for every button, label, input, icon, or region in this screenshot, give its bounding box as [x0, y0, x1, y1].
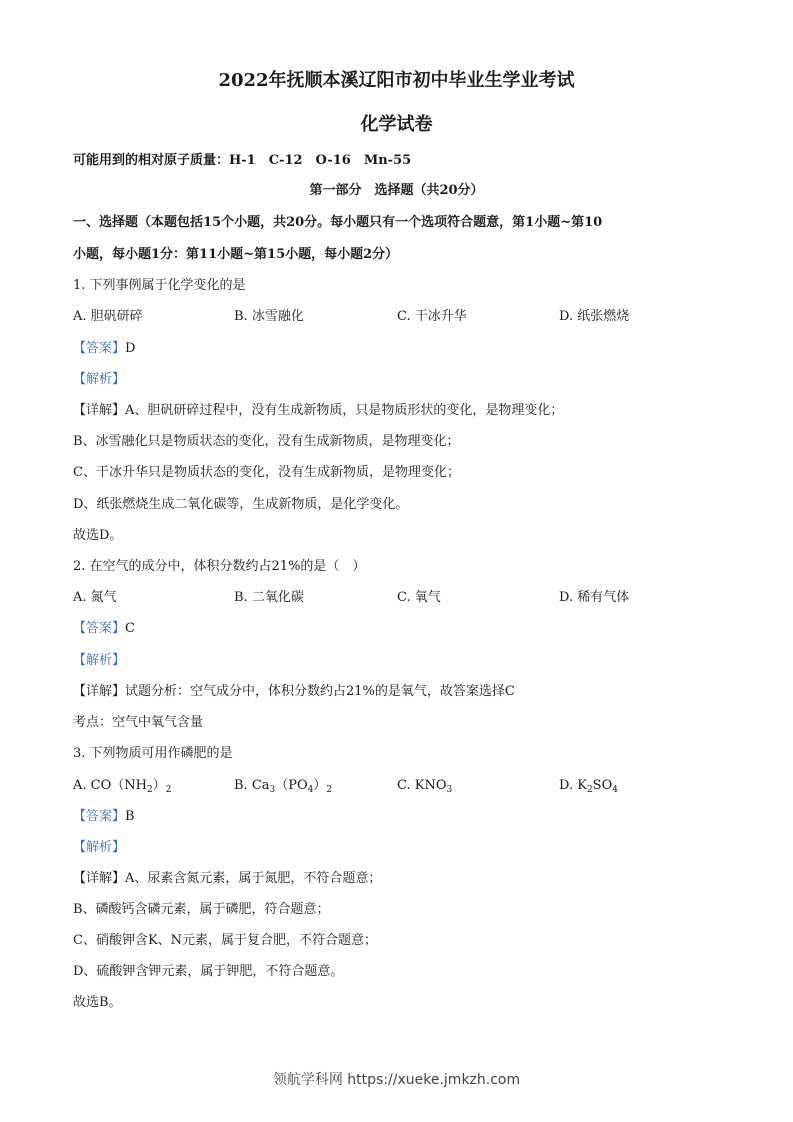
- q3-option-b: B. $Ca_3(PO_4)_2$: [234, 778, 333, 795]
- answer-value: C: [125, 621, 135, 636]
- q3-conclusion: 故选B。: [73, 995, 122, 1010]
- q2-option-d: D. 稀有气体: [559, 590, 630, 605]
- q3-option-d: D. $K_2SO_4$: [559, 778, 618, 795]
- q3-option-c: C. $KNO_3$: [397, 778, 453, 795]
- answer-value: D: [125, 341, 136, 356]
- q2-detail-line-1: [73, 684, 515, 700]
- exam-title: 2022年抚顺本溪辽阳市初中毕业生学业考试: [218, 70, 575, 91]
- q1-option-d: D. 纸张燃烧: [559, 309, 630, 324]
- detail-text: A、尿素含氮元素，属于氮肥，不符合题意；: [125, 871, 382, 886]
- q3-analysis-tag: 【解析】: [73, 840, 126, 855]
- q2-option-b: B. 二氧化碳: [234, 590, 304, 605]
- question-1-stem: 1. 下列事例属于化学变化的是: [73, 278, 246, 293]
- q1-analysis-tag: 【解析】: [73, 372, 126, 387]
- q1-detail-line-3: C、干冰升华只是物质状态的变化，没有生成新物质，是物理变化；: [73, 465, 460, 480]
- page-footer-watermark: 领航学科网 https://xueke.jmkzh.com: [272, 1072, 521, 1088]
- section-instruction-line1: 一、选择题（本题包括15个小题，共20分。每小题只有一个选项符合题意，第1小题~第10: [73, 215, 603, 230]
- q1-option-a: A. 胆矾研碎: [73, 309, 143, 324]
- answer-tag: 【答案】: [73, 621, 126, 636]
- question-2-stem: 2. 在空气的成分中，体积分数约占21%的是（ ）: [73, 559, 366, 574]
- q3-option-a: A. $CO(NH_2)_2$: [73, 778, 172, 795]
- part-heading: 第一部分 选择题（共20分）: [309, 183, 484, 198]
- q1-detail-line-2: B、冰雪融化只是物质状态的变化，没有生成新物质，是物理变化；: [73, 434, 460, 449]
- detail-text: A、胆矾研碎过程中，没有生成新物质，只是物质形状的变化，是物理变化；: [125, 403, 564, 418]
- q1-conclusion: 故选D。: [73, 528, 123, 543]
- question-3-stem: 3. 下列物质可用作磷肥的是: [73, 746, 233, 761]
- q1-answer: [73, 341, 135, 357]
- detail-tag: 【详解】: [73, 684, 126, 699]
- q1-detail-line-1: [73, 403, 563, 419]
- q2-answer: [73, 621, 135, 637]
- q1-detail-line-4: D、纸张燃烧生成二氧化碳等，生成新物质，是化学变化。: [73, 497, 409, 512]
- detail-tag: 【详解】: [73, 871, 126, 886]
- q3-detail-line-2: B、磷酸钙含磷元素，属于磷肥，符合题意；: [73, 902, 330, 917]
- detail-text: 试题分析：空气成分中，体积分数约占21%的是氧气，故答案选择C: [125, 684, 515, 699]
- q3-detail-line-4: D、硫酸钾含钾元素，属于钾肥，不符合题意。: [73, 964, 344, 979]
- q3-answer: [73, 809, 135, 825]
- atomic-mass-line: 可能用到的相对原子质量：H-1 C-12 O-16 Mn-55: [73, 153, 412, 168]
- q3-detail-line-1: [73, 871, 381, 887]
- q1-option-b: B. 冰雪融化: [234, 309, 304, 324]
- answer-value: B: [125, 809, 135, 824]
- q2-knowledge-point: 考点：空气中氧气含量: [73, 715, 204, 730]
- detail-tag: 【详解】: [73, 403, 126, 418]
- answer-tag: 【答案】: [73, 809, 126, 824]
- section-instruction-line2: 小题，每小题1分：第11小题~第15小题，每小题2分）: [73, 247, 399, 262]
- q2-analysis-tag: 【解析】: [73, 653, 126, 668]
- answer-tag: 【答案】: [73, 341, 126, 356]
- q1-option-c: C. 干冰升华: [397, 309, 467, 324]
- q3-detail-line-3: C、硝酸钾含K、N元素，属于复合肥，不符合题意；: [73, 933, 378, 948]
- q2-option-a: A. 氮气: [73, 590, 117, 605]
- exam-subtitle: 化学试卷: [360, 114, 433, 135]
- q2-option-c: C. 氧气: [397, 590, 441, 605]
